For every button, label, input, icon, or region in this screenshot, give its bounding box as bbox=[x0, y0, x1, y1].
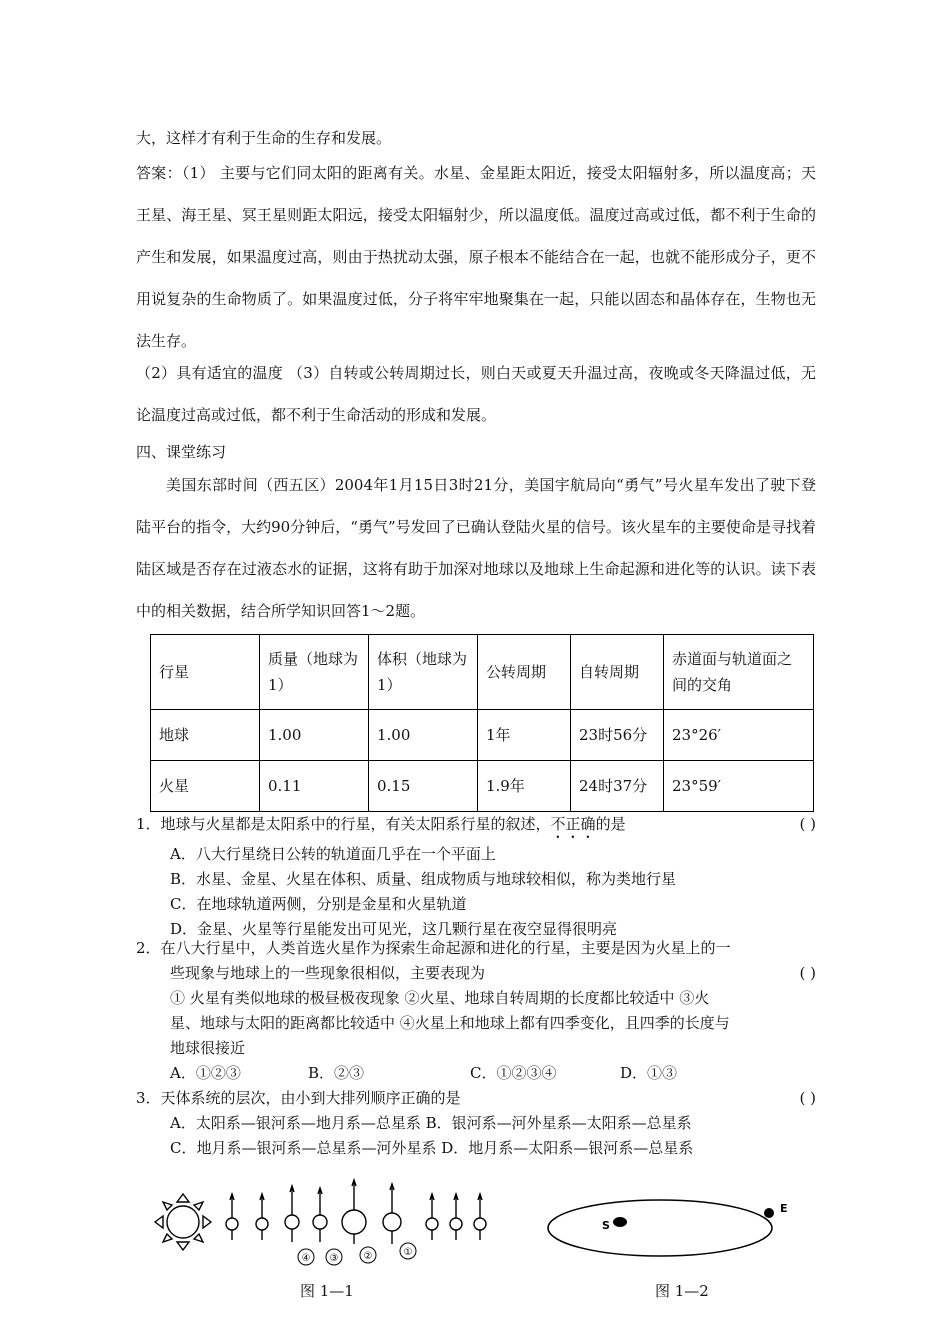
choice-a: A．①②③ bbox=[170, 1064, 241, 1082]
question-3 bbox=[136, 1086, 816, 1161]
table-header-cell: 质量（地球为1） bbox=[260, 635, 369, 710]
planet-icon bbox=[426, 1194, 438, 1240]
table-row bbox=[151, 710, 814, 761]
figure-1-1-caption: 图 1—1 bbox=[300, 1282, 354, 1300]
option-b: B．水星、金星、火星在体积、质量、组成物质与地球较相似，称为类地行星 bbox=[170, 870, 677, 888]
choice-b: B．②③ bbox=[308, 1064, 365, 1082]
choice-d: D．①③ bbox=[620, 1064, 678, 1082]
planet-icon bbox=[342, 1180, 366, 1244]
table-header-cell: 体积（地球为1） bbox=[369, 635, 478, 710]
question-1-emphasis: 不正确 bbox=[550, 815, 596, 833]
question-2-items-line-3: 地球很接近 bbox=[170, 1039, 246, 1057]
table-header-cell: 自转周期 bbox=[571, 635, 664, 710]
table-header-cell: 行星 bbox=[151, 635, 260, 710]
choice-c: C．①②③④ bbox=[470, 1064, 557, 1082]
question-2-stem-line-1: 2．在八大行星中，人类首选火星作为探索生命起源和进化的行星，主要是因为火星上的一 bbox=[136, 939, 731, 957]
sun-label: S bbox=[602, 1219, 610, 1232]
table-cell: 24时37分 bbox=[571, 761, 664, 812]
planet-label: ④ bbox=[301, 1253, 311, 1264]
question-2-choices bbox=[136, 1061, 816, 1086]
answer-label: 答案： bbox=[136, 164, 182, 182]
section-title: 四、课堂练习 bbox=[136, 443, 227, 461]
planet-icon bbox=[226, 1194, 238, 1240]
table-cell: 1.00 bbox=[260, 710, 369, 761]
answer-bracket: ( ) bbox=[799, 1089, 816, 1107]
answer-paragraph-2: （2）具有适宜的温度 （3）自转或公转周期过长，则白天或夏天升温过高，夜晚或冬天降温过低，无论温度过高或过低，都不利于生命活动的形成和发展。 bbox=[136, 364, 816, 424]
sun-dot-icon bbox=[613, 1217, 627, 1227]
figure-1-2-orbit bbox=[540, 1192, 800, 1262]
option-d: D．金星、火星等行星能发出可见光，这几颗行星在夜空显得很明亮 bbox=[170, 920, 618, 938]
planet-label: ③ bbox=[329, 1253, 339, 1264]
table-cell: 23°26′ bbox=[664, 710, 814, 761]
question-1 bbox=[136, 812, 816, 942]
table-cell: 23时56分 bbox=[571, 710, 664, 761]
table-cell: 火星 bbox=[151, 761, 260, 812]
earth-label: E bbox=[780, 1202, 788, 1215]
planet-label: ② bbox=[363, 1251, 373, 1262]
question-2-stem-line-2: 些现象与地球上的一些现象很相似，主要表现为 bbox=[170, 964, 486, 982]
planet-icon bbox=[474, 1194, 486, 1240]
figure-1-1-solar-system bbox=[150, 1176, 500, 1272]
question-3-options-line-2: C．地月系—银河系—总星系—河外星系 D．地月系—太阳系—银河系—总星系 bbox=[170, 1139, 694, 1157]
table-cell: 1.9年 bbox=[478, 761, 571, 812]
planet-icon bbox=[450, 1194, 462, 1240]
answer-bracket: ( ) bbox=[799, 964, 816, 982]
planet-table bbox=[150, 634, 814, 812]
question-2-items-line-1: ① 火星有类似地球的极昼极夜现象 ②火星、地球自转周期的长度都比较适中 ③火 bbox=[170, 989, 710, 1007]
table-cell: 0.11 bbox=[260, 761, 369, 812]
table-cell: 1.00 bbox=[369, 710, 478, 761]
planet-icon bbox=[383, 1184, 401, 1244]
table-header-cell: 公转周期 bbox=[478, 635, 571, 710]
planet-icon bbox=[256, 1194, 268, 1240]
table-row bbox=[151, 761, 814, 812]
planet-icon bbox=[285, 1186, 299, 1242]
figure-1-2-caption: 图 1—2 bbox=[655, 1282, 709, 1300]
answer-text-1: （1） 主要与它们同太阳的距离有关。水星、金星距太阳近，接受太阳辐射多，所以温度高；天王星、海王星、冥王星则距太阳远，接受太阳辐射少，所以温度低。温度过高或过低，都不利于生命的产生和发展，如果温度过高，则由于热扰动太强，原子根本不能结合在一起，也就不能形成分子，更不用说复杂的生命物质了。如果温度过低，分子将牢牢地聚集在一起，只能以固态和晶体存在，生物也无法生存。 bbox=[136, 164, 816, 350]
question-3-stem: 3．天体系统的层次，由小到大排列顺序正确的是 bbox=[136, 1089, 461, 1107]
earth-dot-icon bbox=[764, 1208, 774, 1218]
planet-icon bbox=[313, 1188, 327, 1242]
table-cell: 23°59′ bbox=[664, 761, 814, 812]
table-cell: 0.15 bbox=[369, 761, 478, 812]
answer-bracket: ( ) bbox=[799, 815, 816, 833]
table-cell: 地球 bbox=[151, 710, 260, 761]
table-cell: 1年 bbox=[478, 710, 571, 761]
option-c: C．在地球轨道两侧，分别是金星和火星轨道 bbox=[170, 895, 467, 913]
question-1-stem: 1．地球与火星都是太阳系中的行星，有关太阳系行星的叙述， bbox=[136, 815, 551, 833]
sun-icon bbox=[155, 1194, 211, 1250]
planet-label: ① bbox=[403, 1247, 413, 1258]
table-header-cell: 赤道面与轨道面之间的交角 bbox=[664, 635, 814, 710]
option-a: A．八大行星绕日公转的轨道面几乎在一个平面上 bbox=[170, 845, 496, 863]
question-3-options-line-1: A．太阳系—银河系—地月系—总星系 B．银河系—河外星系—太阳系—总星系 bbox=[170, 1114, 692, 1132]
intro-line: 大，这样才有利于生命的生存和发展。 bbox=[136, 129, 392, 147]
passage: 美国东部时间（西五区）2004年1月15日3时21分，美国宇航局向“勇气”号火星车发出了驶下登陆平台的指令，大约90分钟后，“勇气”号发回了已确认登陆火星的信号。该火星车的主要使命是寻找着陆区域是否存在过液态水的证据，这将有助于加深对地球以及地球上生命起源和进化等的认识。读下表中的相关数据，结合所学知识回答1～2题。 bbox=[136, 476, 816, 620]
table-header-row bbox=[151, 635, 814, 710]
answer-paragraph-1 bbox=[136, 152, 816, 362]
question-2 bbox=[136, 936, 816, 1086]
question-1-stem-end: 的是 bbox=[595, 815, 626, 833]
question-2-items-line-2: 星、地球与太阳的距离都比较适中 ④火星上和地球上都有四季变化，且四季的长度与 bbox=[170, 1014, 730, 1032]
